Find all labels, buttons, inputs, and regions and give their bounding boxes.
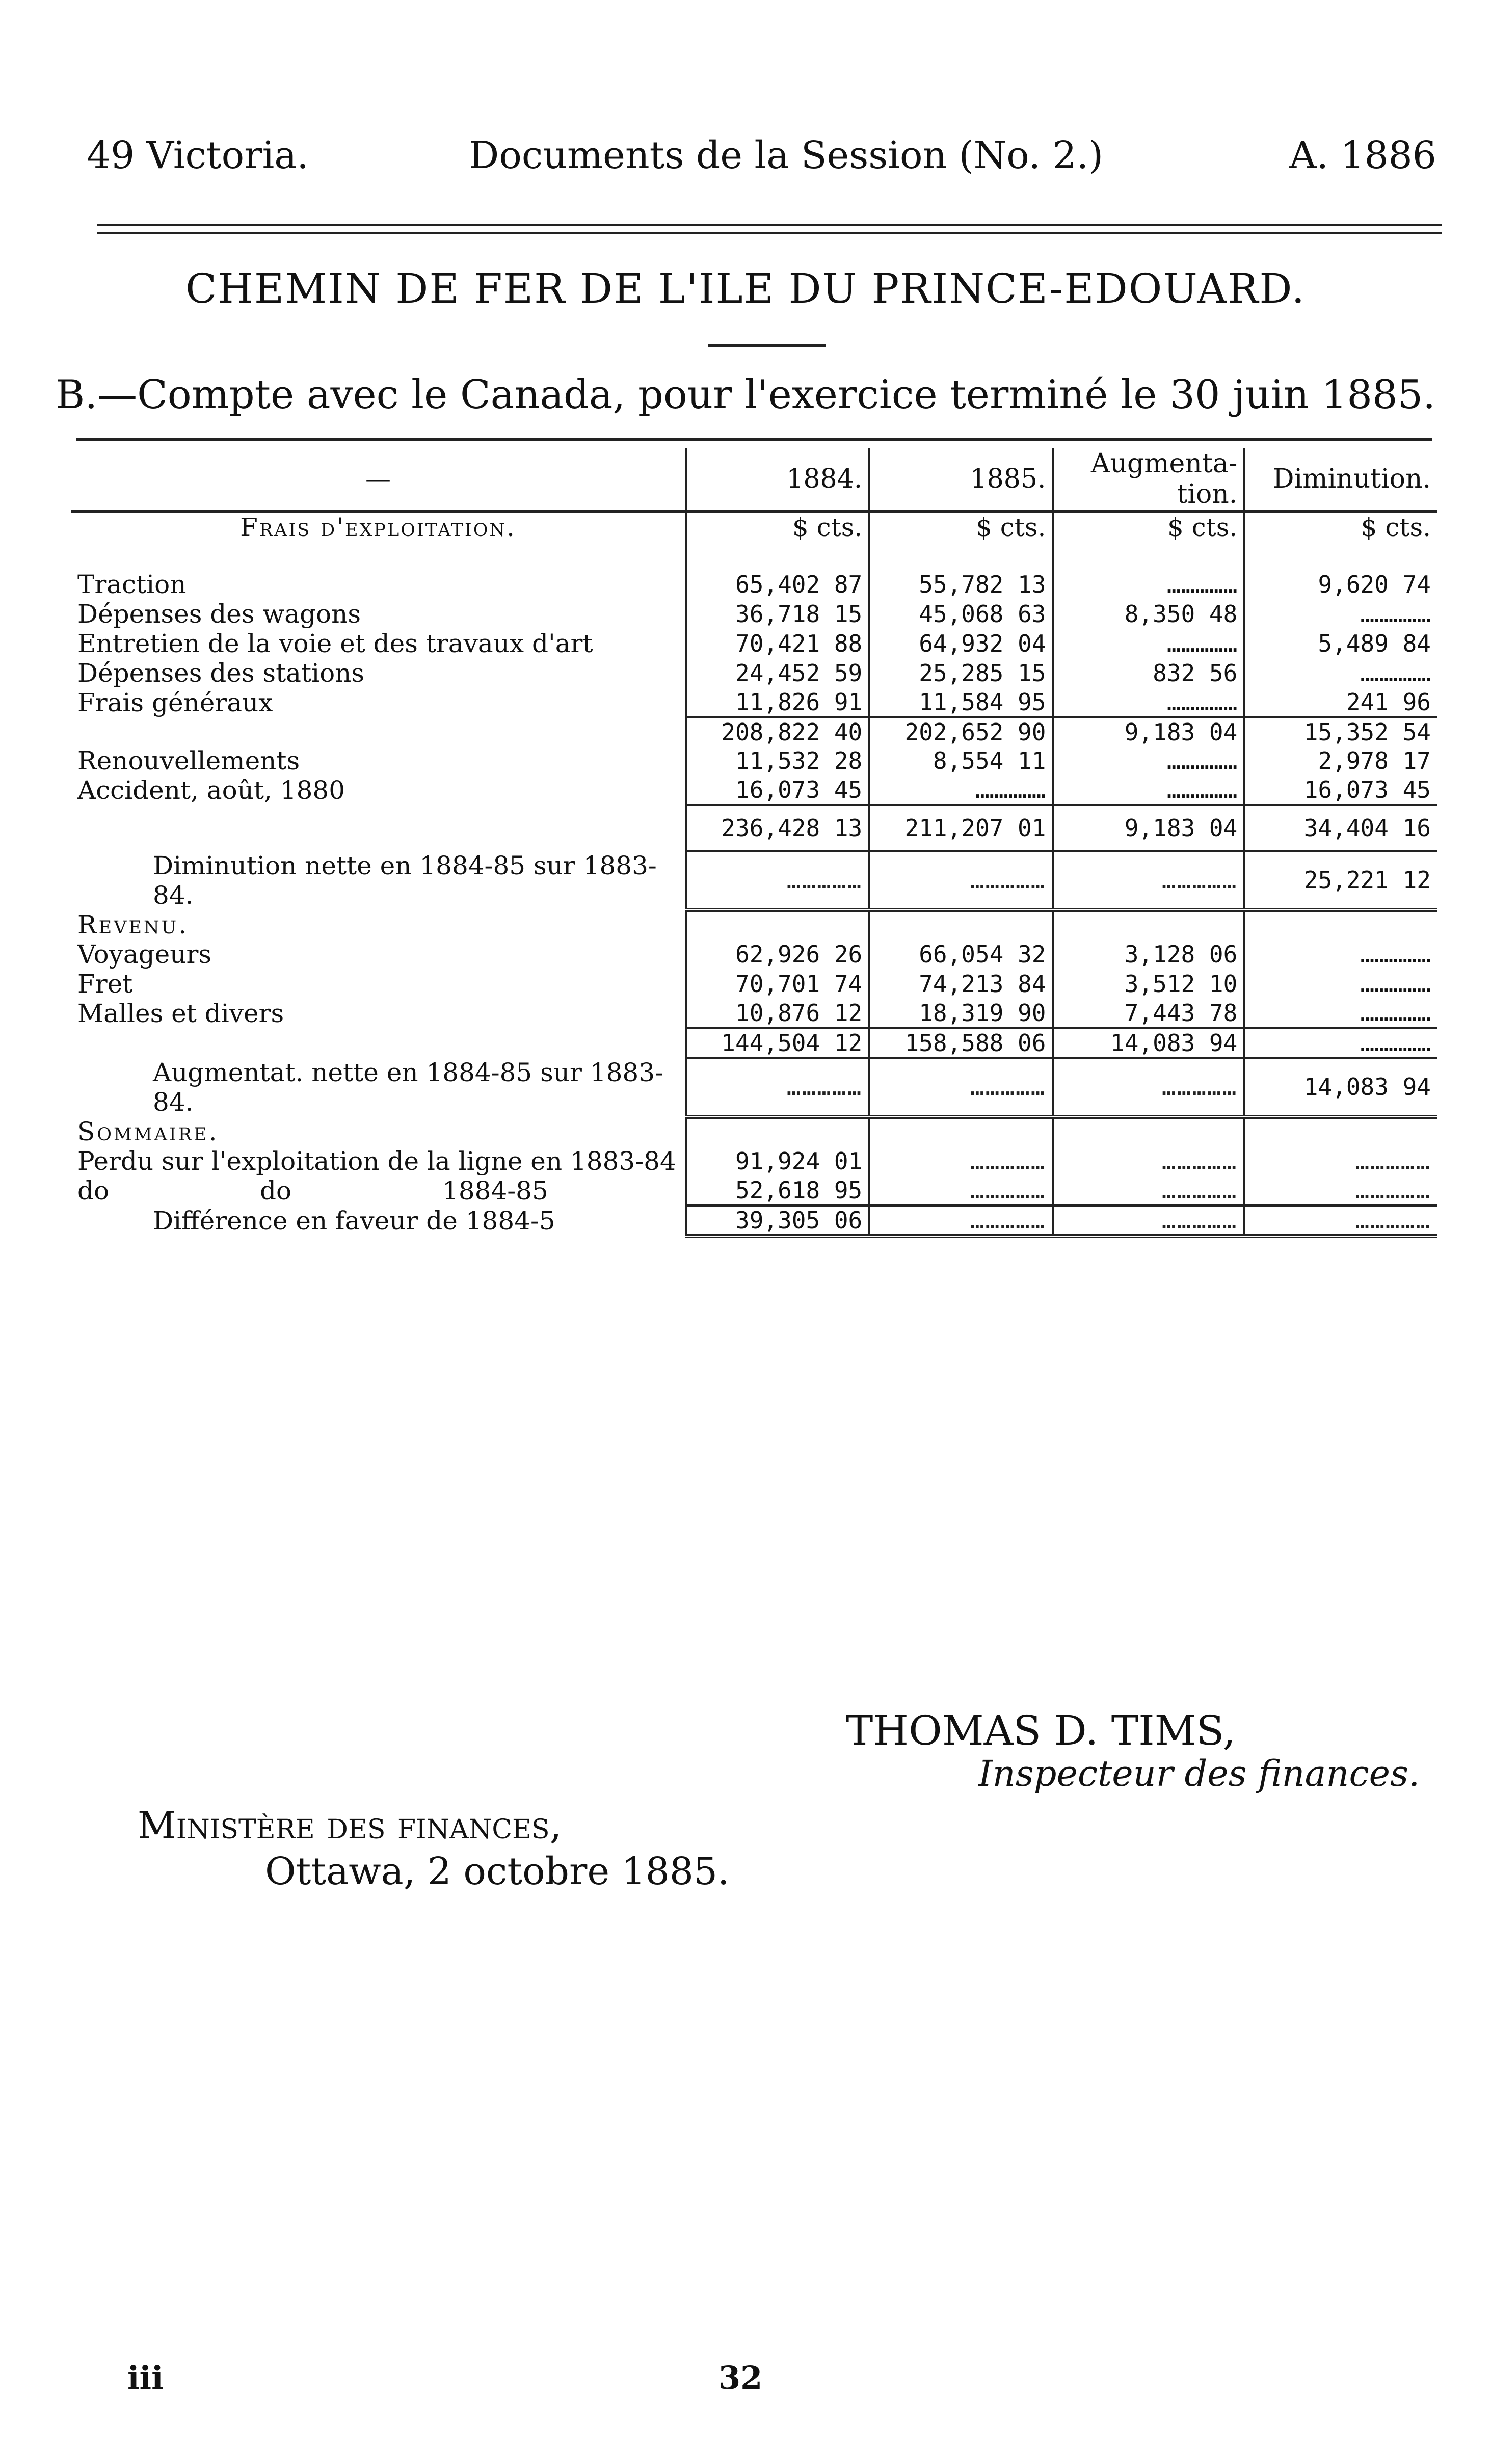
section-sommaire: Sommaire. bbox=[77, 1117, 219, 1146]
cell: 14,083 94 bbox=[1053, 1028, 1244, 1058]
table-row bbox=[71, 1146, 1437, 1176]
page-number: 32 bbox=[718, 2359, 763, 2396]
currency-diminution: $ cts. bbox=[1244, 511, 1437, 542]
section-row bbox=[71, 910, 1437, 940]
cell: 9,183 04 bbox=[1053, 717, 1244, 746]
row-label: Augmentat. nette en 1884-85 sur 1883-84. bbox=[153, 1058, 663, 1117]
header-rule-top bbox=[97, 224, 1442, 226]
cell: 16,073 45 bbox=[686, 775, 869, 805]
cell: 14,083 94 bbox=[1244, 1058, 1437, 1117]
cell: …………… bbox=[686, 851, 869, 910]
cell: …………… bbox=[1244, 999, 1437, 1028]
cell: 144,504 12 bbox=[686, 1028, 869, 1058]
cell: …………… bbox=[869, 1176, 1053, 1206]
cell: …………… bbox=[686, 1058, 869, 1117]
currency-row bbox=[71, 511, 1437, 542]
table-top-rule bbox=[76, 438, 1432, 441]
cell: 65,402 87 bbox=[686, 570, 869, 599]
cell: 5,489 84 bbox=[1244, 629, 1437, 658]
cell: 3,128 06 bbox=[1053, 940, 1244, 969]
cell: 16,073 45 bbox=[1244, 775, 1437, 805]
currency-augmentation: $ cts. bbox=[1053, 511, 1244, 542]
table-row bbox=[71, 599, 1437, 629]
cell: …………… bbox=[1053, 1176, 1244, 1206]
page-subtitle: B.—Compte avec le Canada, pour l'exercice terminé le 30 juin 1885. bbox=[56, 372, 1435, 418]
cell: …………… bbox=[869, 1146, 1053, 1176]
row-label: Dépenses des wagons bbox=[77, 599, 361, 629]
table-row bbox=[71, 688, 1437, 717]
cell: …………… bbox=[869, 1058, 1053, 1117]
row-label: Entretien de la voie et des travaux d'art bbox=[77, 629, 593, 658]
row-label: do do 1884-85 bbox=[77, 1176, 548, 1206]
cell: 11,532 28 bbox=[686, 746, 869, 775]
cell: 64,932 04 bbox=[869, 629, 1053, 658]
currency-1884: $ cts. bbox=[686, 511, 869, 542]
header-1884: 1884. bbox=[686, 448, 869, 511]
table-row bbox=[71, 1176, 1437, 1206]
header-diminution: Diminution. bbox=[1244, 448, 1437, 511]
cell: 236,428 13 bbox=[686, 805, 869, 851]
cell: …………… bbox=[1244, 599, 1437, 629]
cell: 18,319 90 bbox=[869, 999, 1053, 1028]
currency-1885: $ cts. bbox=[869, 511, 1053, 542]
cell: 91,924 01 bbox=[686, 1146, 869, 1176]
cell: 39,305 06 bbox=[686, 1206, 869, 1236]
signature-name: THOMAS D. TIMS, bbox=[846, 1707, 1236, 1754]
cell: …………… bbox=[1244, 1206, 1437, 1236]
cell: 66,054 32 bbox=[869, 940, 1053, 969]
cell: 74,213 84 bbox=[869, 969, 1053, 999]
table-row bbox=[71, 775, 1437, 805]
cell: …………… bbox=[1053, 851, 1244, 910]
cell: …………… bbox=[1053, 775, 1244, 805]
cell: 241 96 bbox=[1244, 688, 1437, 717]
cell: …………… bbox=[869, 1206, 1053, 1236]
cell: 832 56 bbox=[1053, 658, 1244, 688]
cell: 34,404 16 bbox=[1244, 805, 1437, 851]
place-ministry: Ministère des finances, bbox=[138, 1804, 562, 1847]
place-date: Ottawa, 2 octobre 1885. bbox=[265, 1850, 730, 1893]
cell: 62,926 26 bbox=[686, 940, 869, 969]
table-header-row bbox=[71, 448, 1437, 511]
cell: 11,826 91 bbox=[686, 688, 869, 717]
cell: …………… bbox=[1053, 629, 1244, 658]
cell: 25,221 12 bbox=[1244, 851, 1437, 910]
row-label: Fret bbox=[77, 969, 133, 999]
cell: 2,978 17 bbox=[1244, 746, 1437, 775]
footer-roman: iii bbox=[127, 2359, 164, 2396]
header-rule-bottom bbox=[97, 232, 1442, 234]
section-revenu: Revenu. bbox=[77, 910, 189, 940]
cell: 208,822 40 bbox=[686, 717, 869, 746]
net-diminution-row bbox=[71, 851, 1437, 910]
cell: 9,620 74 bbox=[1244, 570, 1437, 599]
row-label: Diminution nette en 1884-85 sur 1883-84. bbox=[153, 851, 657, 910]
header-collection: Documents de la Session (No. 2.) bbox=[469, 133, 1104, 177]
cell: …………… bbox=[869, 775, 1053, 805]
table-row bbox=[71, 999, 1437, 1028]
cell: 3,512 10 bbox=[1053, 969, 1244, 999]
account-table bbox=[71, 448, 1437, 1238]
table-row bbox=[71, 940, 1437, 969]
cell: …………… bbox=[1053, 1206, 1244, 1236]
cell: 7,443 78 bbox=[1053, 999, 1244, 1028]
row-label: Perdu sur l'exploitation de la ligne en 1883-84 bbox=[77, 1146, 676, 1176]
header-1885: 1885. bbox=[869, 448, 1053, 511]
cell: …………… bbox=[1244, 658, 1437, 688]
cell: 45,068 63 bbox=[869, 599, 1053, 629]
cell: …………… bbox=[1053, 746, 1244, 775]
table-row bbox=[71, 570, 1437, 599]
cell: 211,207 01 bbox=[869, 805, 1053, 851]
header-augmentation: Augmenta-tion. bbox=[1053, 448, 1244, 511]
row-label: Voyageurs bbox=[77, 940, 212, 969]
row-label: Frais généraux bbox=[77, 688, 273, 717]
row-label: Renouvellements bbox=[77, 746, 300, 775]
cell: 11,584 95 bbox=[869, 688, 1053, 717]
cell: 8,350 48 bbox=[1053, 599, 1244, 629]
cell: 25,285 15 bbox=[869, 658, 1053, 688]
cell: 24,452 59 bbox=[686, 658, 869, 688]
section-row bbox=[71, 1117, 1437, 1146]
cell: 52,618 95 bbox=[686, 1176, 869, 1206]
cell: 70,701 74 bbox=[686, 969, 869, 999]
difference-row bbox=[71, 1206, 1437, 1236]
cell: …………… bbox=[1053, 570, 1244, 599]
cell: 36,718 15 bbox=[686, 599, 869, 629]
net-augmentation-row bbox=[71, 1058, 1437, 1117]
table-row bbox=[71, 629, 1437, 658]
cell: …………… bbox=[1244, 969, 1437, 999]
row-label: Traction bbox=[77, 570, 187, 599]
row-label: Accident, août, 1880 bbox=[77, 775, 345, 805]
header-volume: 49 Victoria. bbox=[87, 133, 309, 177]
cell: 10,876 12 bbox=[686, 999, 869, 1028]
cell: 8,554 11 bbox=[869, 746, 1053, 775]
table-row bbox=[71, 658, 1437, 688]
title-divider bbox=[708, 344, 826, 347]
cell: …………… bbox=[1244, 1146, 1437, 1176]
row-label: Malles et divers bbox=[77, 999, 284, 1028]
cell: …………… bbox=[1244, 1028, 1437, 1058]
table-row bbox=[71, 969, 1437, 999]
cell: …………… bbox=[1053, 1146, 1244, 1176]
row-label: Différence en faveur de 1884-5 bbox=[153, 1206, 555, 1236]
cell: 158,588 06 bbox=[869, 1028, 1053, 1058]
cell: 55,782 13 bbox=[869, 570, 1053, 599]
cell: …………… bbox=[1053, 688, 1244, 717]
signature-role: Inspecteur des finances. bbox=[978, 1753, 1420, 1795]
total-row bbox=[71, 1028, 1437, 1058]
cell: 9,183 04 bbox=[1053, 805, 1244, 851]
table-row bbox=[71, 746, 1437, 775]
cell: …………… bbox=[1244, 1176, 1437, 1206]
cell: …………… bbox=[869, 851, 1053, 910]
total-row bbox=[71, 805, 1437, 851]
row-label: Dépenses des stations bbox=[77, 658, 365, 688]
cell: …………… bbox=[1244, 940, 1437, 969]
header-year: A. 1886 bbox=[1289, 133, 1436, 177]
header-label-column: — bbox=[71, 448, 686, 511]
cell: …………… bbox=[1053, 1058, 1244, 1117]
section-frais: Frais d'exploitation. bbox=[240, 513, 516, 542]
cell: 70,421 88 bbox=[686, 629, 869, 658]
subtotal-row bbox=[71, 717, 1437, 746]
cell: 202,652 90 bbox=[869, 717, 1053, 746]
page-title: CHEMIN DE FER DE L'ILE DU PRINCE-EDOUARD. bbox=[185, 265, 1306, 312]
cell: 15,352 54 bbox=[1244, 717, 1437, 746]
